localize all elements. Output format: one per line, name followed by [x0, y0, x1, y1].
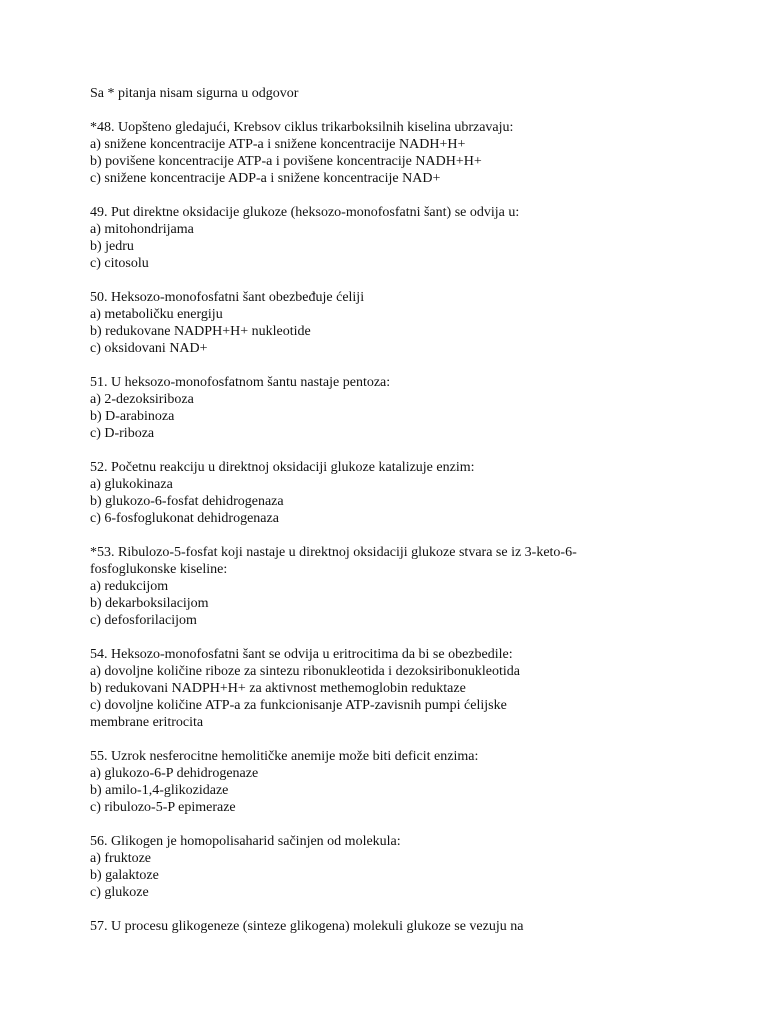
- question-line: a) dovoljne količine riboze za sintezu ribonukleotida i dezoksiribonukleotida: [90, 664, 520, 679]
- block-spacer: [90, 357, 690, 374]
- question-line: c) dovoljne količine ATP-a za funkcionisanje ATP-zavisnih pumpi ćelijske: [90, 698, 507, 713]
- note-line: Sa * pitanja nisam sigurna u odgovor: [90, 86, 299, 101]
- question-text: 54. Heksozo-monofosfatni šant se odvija u eritrocitima da bi se obezbedile:: [90, 647, 513, 662]
- question-block: [90, 646, 690, 731]
- block-spacer: [90, 816, 690, 833]
- question-block: [90, 119, 690, 187]
- question-text: 57. U procesu glikogeneze (sinteze glikogena) molekuli glukoze se vezuju na: [90, 919, 524, 934]
- block-spacer: [90, 731, 690, 748]
- block-spacer: [90, 187, 690, 204]
- question-block: [90, 748, 690, 816]
- question-text: 56. Glikogen je homopolisaharid sačinjen od molekula:: [90, 834, 401, 849]
- question-line: b) povišene koncentracije ATP-a i povišene koncentracije NADH+H+: [90, 154, 482, 169]
- question-line: b) amilo-1,4-glikozidaze: [90, 783, 229, 798]
- question-block: [90, 459, 690, 527]
- block-spacer: [90, 629, 690, 646]
- question-line: a) mitohondrijama: [90, 222, 194, 237]
- block-spacer: [90, 901, 690, 918]
- question-block: [90, 544, 690, 629]
- question-line: c) snižene koncentracije ADP-a i snižene koncentracije NAD+: [90, 171, 441, 186]
- question-line: c) ribulozo-5-P epimeraze: [90, 800, 236, 815]
- question-text: 51. U heksozo-monofosfatnom šantu nastaje pentoza:: [90, 375, 391, 390]
- question-line: b) D-arabinoza: [90, 409, 175, 424]
- question-text: *53. Ribulozo-5-fosfat koji nastaje u direktnoj oksidaciji glukoze stvara se iz 3-keto-6-: [90, 545, 577, 560]
- question-line: membrane eritrocita: [90, 715, 204, 730]
- block-spacer: [90, 102, 690, 119]
- question-block: [90, 374, 690, 442]
- question-line: a) snižene koncentracije ATP-a i snižene koncentracije NADH+H+: [90, 137, 466, 152]
- question-line: a) redukcijom: [90, 579, 169, 594]
- question-line: b) glukozo-6-fosfat dehidrogenaza: [90, 494, 284, 509]
- question-line: a) metaboličku energiju: [90, 307, 223, 322]
- question-text: *48. Uopšteno gledajući, Krebsov ciklus trikarboksilnih kiselina ubrzavaju:: [90, 120, 514, 135]
- note-block: [90, 85, 690, 102]
- question-line: a) glukokinaza: [90, 477, 173, 492]
- question-line: b) redukovani NADPH+H+ za aktivnost methemoglobin reduktaze: [90, 681, 466, 696]
- block-spacer: [90, 527, 690, 544]
- question-line: c) glukoze: [90, 885, 149, 900]
- block-spacer: [90, 442, 690, 459]
- question-line: a) glukozo-6-P dehidrogenaze: [90, 766, 259, 781]
- question-block: [90, 833, 690, 901]
- question-list: [90, 102, 690, 935]
- question-text: 55. Uzrok nesferocitne hemolitičke anemije može biti deficit enzima:: [90, 749, 479, 764]
- question-line: b) dekarboksilacijom: [90, 596, 209, 611]
- document-page: [90, 85, 690, 935]
- question-line: c) 6-fosfoglukonat dehidrogenaza: [90, 511, 279, 526]
- question-text: 52. Početnu reakciju u direktnoj oksidaciji glukoze katalizuje enzim:: [90, 460, 475, 475]
- question-line: c) D-riboza: [90, 426, 155, 441]
- block-spacer: [90, 272, 690, 289]
- question-block: [90, 204, 690, 272]
- question-line: fosfoglukonske kiseline:: [90, 562, 228, 577]
- question-line: b) redukovane NADPH+H+ nukleotide: [90, 324, 311, 339]
- question-line: a) 2-dezoksiriboza: [90, 392, 194, 407]
- question-line: b) jedru: [90, 239, 134, 254]
- question-text: 50. Heksozo-monofosfatni šant obezbeđuje ćeliji: [90, 290, 365, 305]
- question-block: [90, 918, 690, 935]
- question-line: b) galaktoze: [90, 868, 159, 883]
- question-line: c) defosforilacijom: [90, 613, 197, 628]
- question-line: c) citosolu: [90, 256, 149, 271]
- question-line: c) oksidovani NAD+: [90, 341, 208, 356]
- question-text: 49. Put direktne oksidacije glukoze (heksozo-monofosfatni šant) se odvija u:: [90, 205, 520, 220]
- question-line: a) fruktoze: [90, 851, 152, 866]
- question-block: [90, 289, 690, 357]
